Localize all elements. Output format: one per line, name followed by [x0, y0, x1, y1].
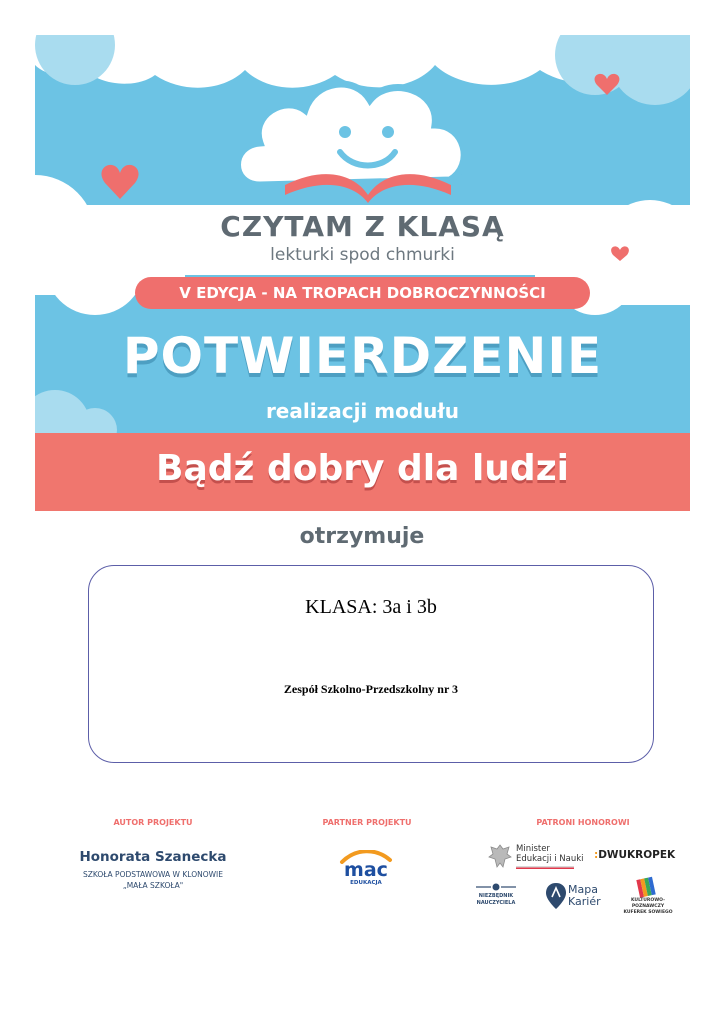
kuferek-line1: KULTUROWO-POZNAWCZY — [631, 898, 665, 909]
niezbednik-logo — [474, 893, 518, 907]
logo-subtitle: lekturki spod chmurki — [270, 245, 455, 265]
edition-badge: V EDYCJA - NA TROPACH DOBROCZYNNOŚCI — [135, 277, 590, 309]
minister-logo-text — [516, 844, 586, 864]
author-school — [72, 869, 234, 891]
niezbednik-line1: NIEZBĘDNIK — [478, 893, 514, 899]
receives-label: otrzymuje — [299, 524, 425, 549]
author-school-line2: „MAŁA SZKOŁA" — [122, 881, 184, 890]
mapa-karier-logo — [568, 884, 601, 908]
logo-title: CZYTAM Z KLASĄ — [220, 210, 505, 243]
author-heading: AUTOR PROJEKTU — [113, 818, 193, 827]
recipient-box — [88, 565, 654, 763]
author-school-line1: SZKOŁA PODSTAWOWA W KLONOWIE — [83, 870, 223, 879]
class-line: KLASA: 3a i 3b — [305, 596, 437, 618]
kuferek-line2: KUFEREK SOWIEGO — [623, 910, 673, 915]
minister-line1: Minister — [516, 844, 550, 854]
confirmation-title: POTWIERDZENIE — [122, 327, 603, 385]
map-pin-icon — [545, 882, 567, 910]
kuferek-logo — [616, 898, 680, 916]
rainbow-book-icon — [636, 876, 658, 898]
dwukropek-logo — [594, 849, 675, 861]
dwukropek-text: DWUKROPEK — [598, 849, 676, 861]
author-name: Honorata Szanecka — [79, 849, 227, 865]
minister-line2: Edukacji i Nauki — [516, 854, 584, 864]
school-line: Zespół Szkolno-Przedszkolny nr 3 — [283, 682, 459, 696]
mapa-line1: Mapa — [568, 883, 598, 896]
dwukropek-colon-icon: : — [594, 849, 599, 861]
patrons-heading: PATRONI HONOROWI — [536, 818, 630, 827]
niezbednik-mark-icon — [476, 882, 516, 892]
confirmation-subtitle: realizacji modułu — [265, 399, 460, 423]
eagle-emblem-icon — [488, 843, 512, 869]
header-banner — [35, 35, 690, 511]
minister-flag-bar-icon — [516, 866, 574, 869]
mapa-line2: Kariér — [568, 895, 601, 908]
mac-logo-text: mac — [344, 859, 388, 881]
mac-logo — [338, 850, 394, 890]
niezbednik-line2: NAUCZYCIELA — [476, 900, 516, 906]
mac-logo-sub: EDUKACJA — [350, 880, 382, 886]
module-name: Bądź dobry dla ludzi — [156, 448, 569, 489]
partner-heading: PARTNER PROJEKTU — [322, 818, 412, 827]
